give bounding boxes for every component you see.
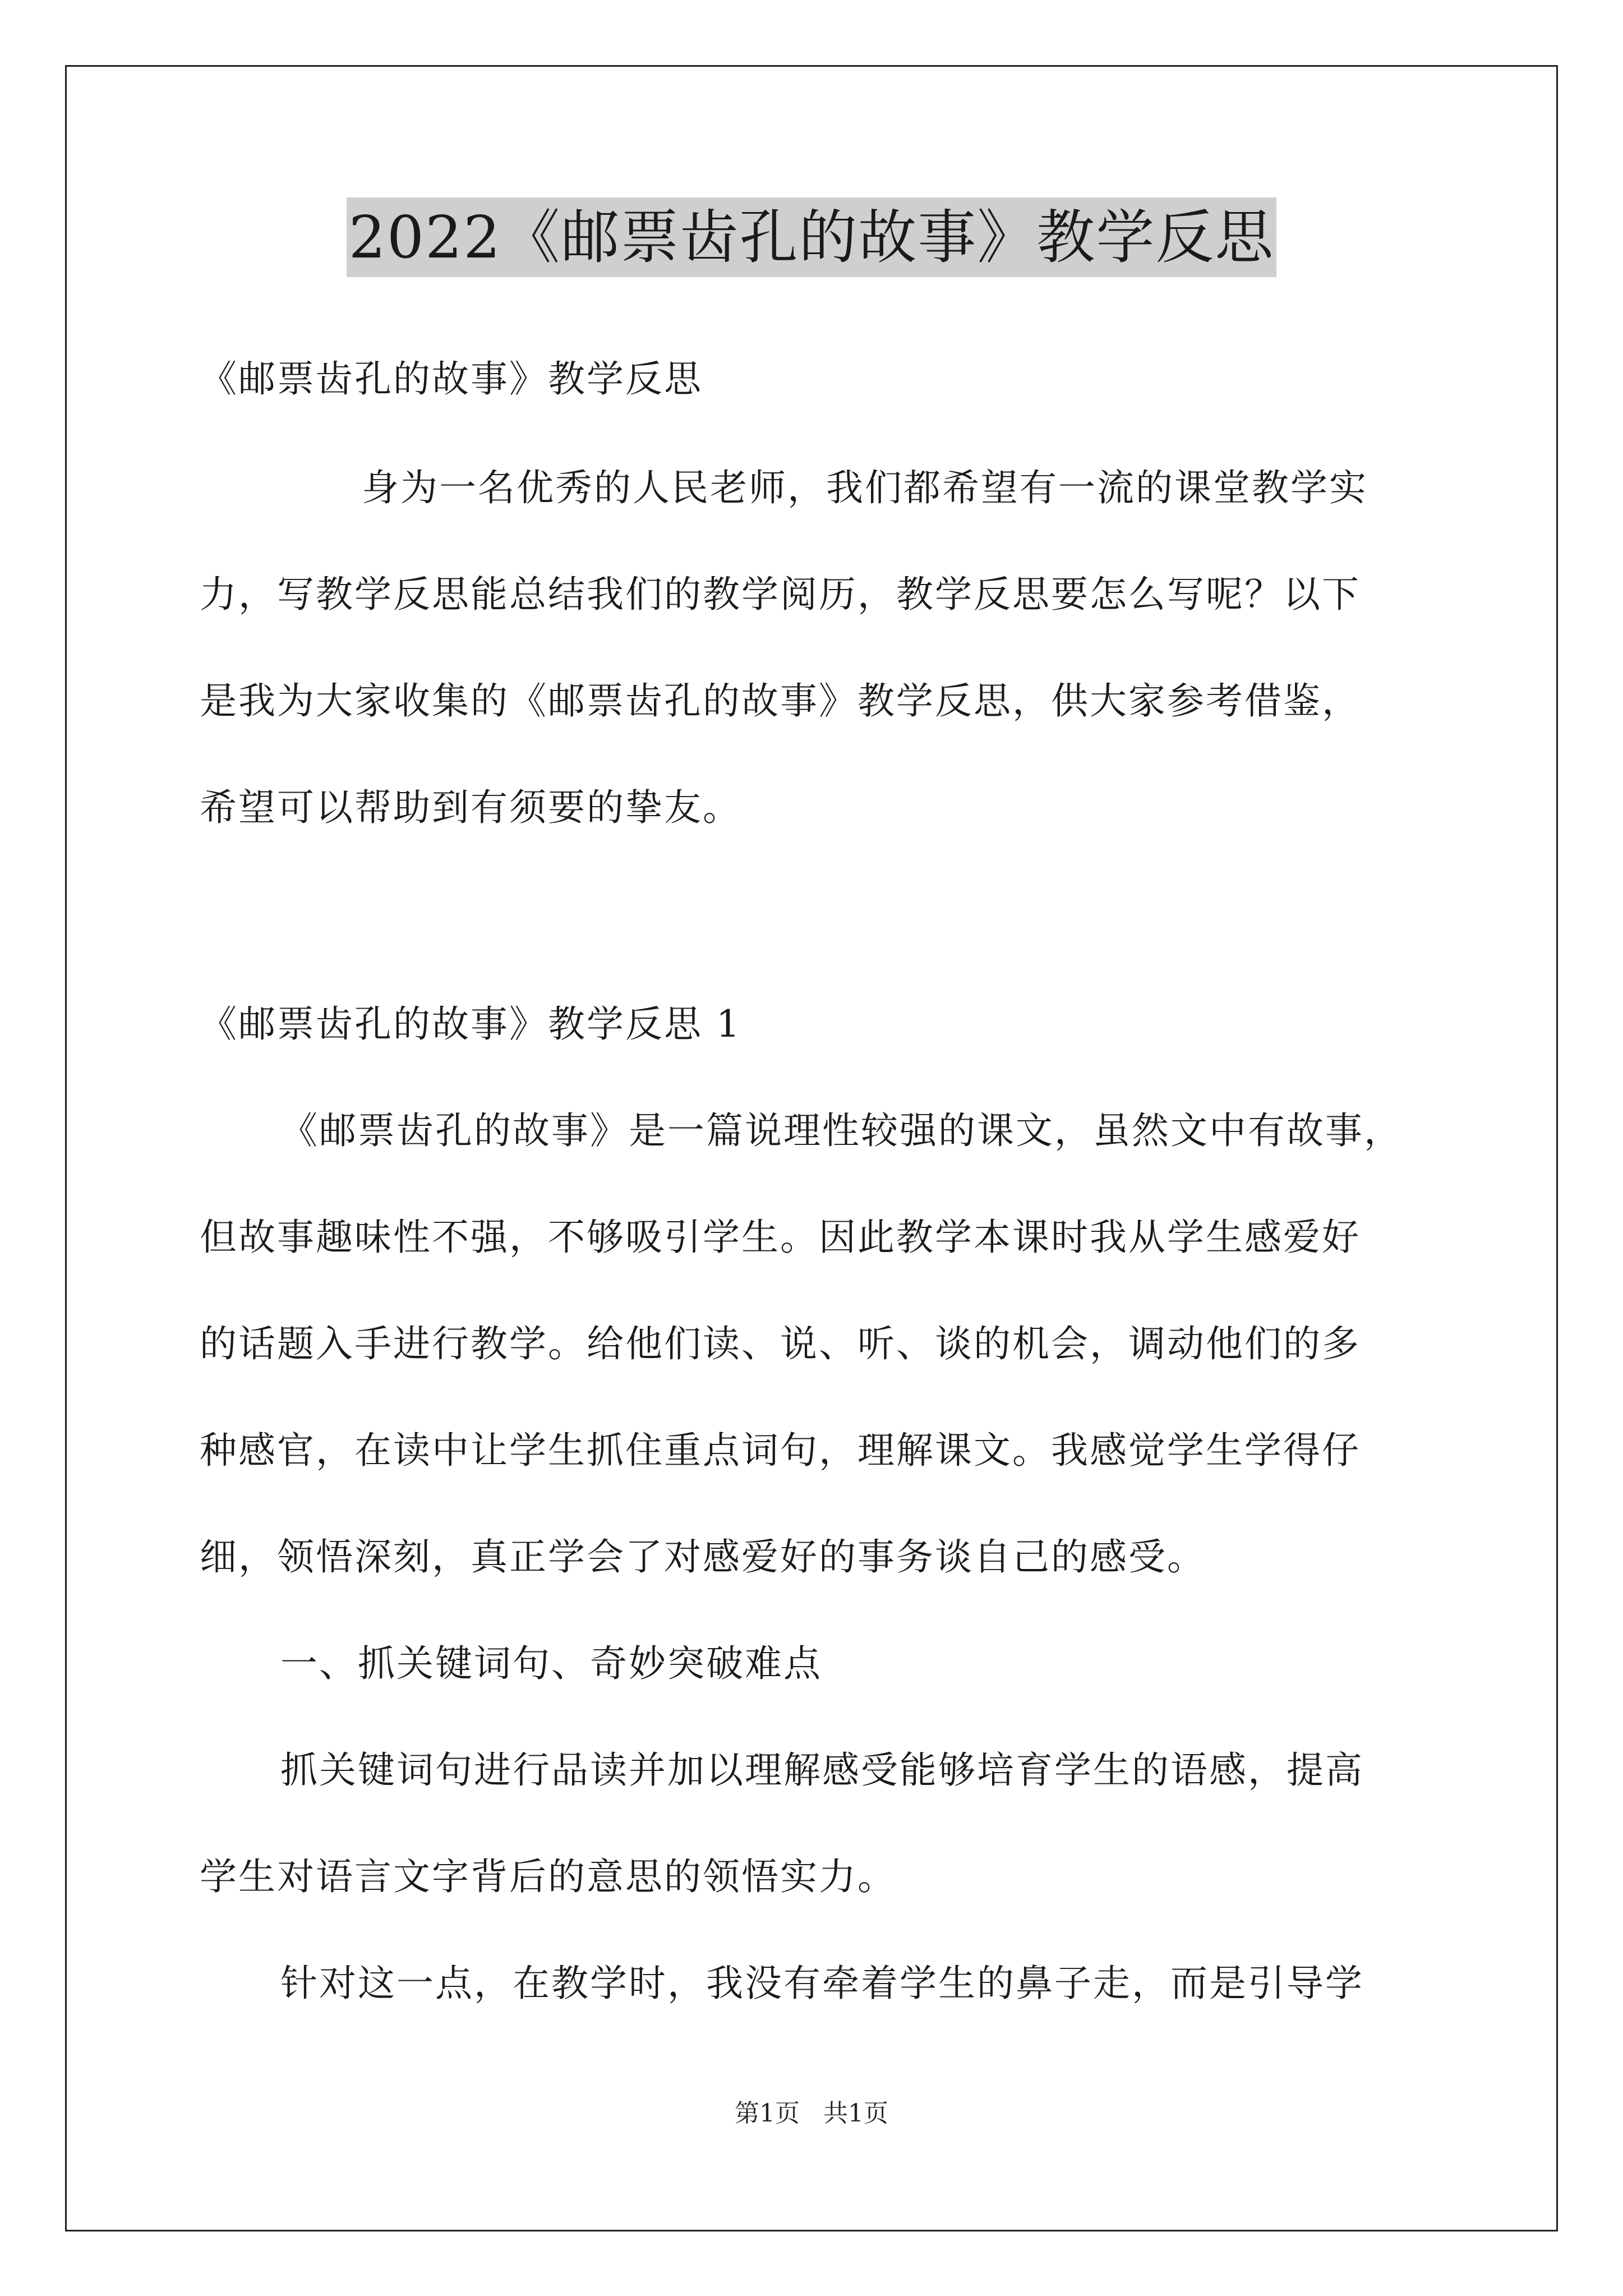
intro-line: 是我为大家收集的《邮票齿孔的故事》教学反思，供大家参考借鉴， <box>200 679 1361 723</box>
section-line: 《邮票齿孔的故事》是一篇说理性较强的课文，虽然文中有故事， <box>280 1109 1403 1152</box>
document-subtitle: 《邮票齿孔的故事》教学反思 <box>200 357 703 401</box>
section-heading: 《邮票齿孔的故事》教学反思 1 <box>200 1002 741 1046</box>
intro-line: 力，写教学反思能总结我们的教学阅历，教学反思要怎么写呢？以下 <box>200 573 1361 616</box>
page-footer: 第1页 共1页 <box>735 2099 888 2128</box>
final-line: 针对这一点，在教学时，我没有牵着学生的鼻子走，而是引导学 <box>280 1962 1364 2005</box>
section-line: 的话题入手进行教学。给他们读、说、听、谈的机会，调动他们的多 <box>200 1322 1361 1365</box>
document-title <box>0 197 1623 277</box>
point-line: 抓关键词句进行品读并加以理解感受能够培育学生的语感，提高 <box>280 1749 1364 1792</box>
section-line: 但故事趣味性不强，不够吸引学生。因此教学本课时我从学生感爱好 <box>200 1216 1361 1259</box>
intro-line: 身为一名优秀的人民老师，我们都希望有一流的课堂教学实 <box>362 466 1368 509</box>
document-title-text: 2022《邮票齿孔的故事》教学反思 <box>347 197 1277 277</box>
section-line: 细，领悟深刻，真正学会了对感爱好的事务谈自己的感受。 <box>200 1535 1206 1579</box>
point-heading: 一、抓关键词句、奇妙突破难点 <box>280 1642 822 1685</box>
intro-line: 希望可以帮助到有须要的挚友。 <box>200 786 741 829</box>
point-line: 学生对语言文字背后的意思的领悟实力。 <box>200 1855 896 1898</box>
section-line: 种感官，在读中让学生抓住重点词句，理解课文。我感觉学生学得仔 <box>200 1429 1361 1472</box>
